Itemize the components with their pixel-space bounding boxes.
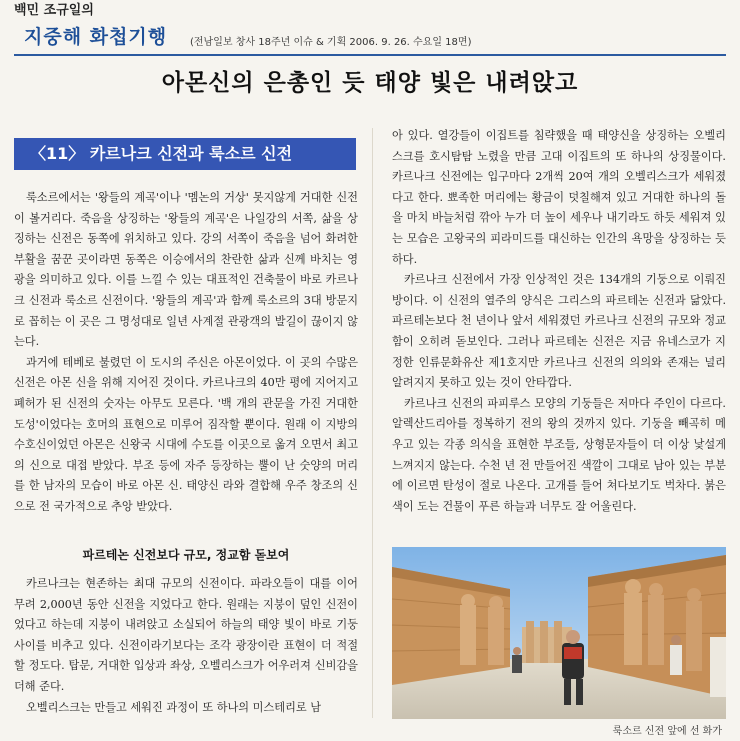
subheading: 파르테논 신전보다 규모, 정교함 돋보여: [82, 548, 290, 562]
publication-info: (전남일보 창사 18주년 이슈 & 기획 2006. 9. 26. 수요일 18면): [190, 37, 472, 48]
author-line: 백민 조규일의: [14, 3, 94, 18]
paragraph-continued: 아 있다. 열강들이 이집트를 침략했을 때 태양신을 상징하는 오벨리스크를 호시탐탐 노렸을 만큼 고대 이집트의 또 하나의 상징물이다. 카르나크 신전에는 입구마다 2개씩 20여 개의 오벨리스크가 세워졌다고 한다. 뾰족한 머리에는 황금이 덧칠해져 있고 거대한 하나의 돌을 마치 바늘처럼 깎아 누가 더 높이 세우나 내기라도 하듯 세워져 있는 모습은 고왕국의 피라미드를 대신하는 인간의 욕망을 상징하는 듯하다.: [392, 129, 726, 266]
temple-photo-illustration: [392, 547, 726, 719]
left-column-continued: [14, 574, 358, 718]
right-column: [392, 126, 726, 517]
header-rule: [14, 54, 726, 56]
left-column: [14, 188, 358, 518]
paragraph: 룩소르에서는 '왕들의 계곡'이나 '멤논의 거상' 못지않게 거대한 신전이 볼거리다. 죽음을 상징하는 '왕들의 계곡'은 나일강의 서쪽, 삶을 상징하는 신전은 동쪽에 위치하고 있다. 강의 서쪽이 죽음을 넘어 화려한 부활을 꿈꾼 곳이라면 동쪽은 이승에서의 찬란한 삶과 신께 바치는 영광을 의미하고 있다. 이를 느낄 수 있는 대표적인 건축물이 바로 카르나크 신전과 룩소르 신전이다. '왕들의 계곡'과 함께 룩소르의 3대 방문지로 꼽히는 이 곳은 그 명성대로 일년 사계절 관광객의 발길이 끊이지 않는다.: [14, 191, 358, 349]
series-title: 지중해 화첩기행: [24, 26, 168, 48]
temple-photo: [392, 547, 726, 719]
paragraph: 오벨리스크는 만들고 세워진 과정이 또 하나의 미스테리로 남: [26, 700, 322, 714]
paragraph: 카르나크 신전에서 가장 인상적인 것은 134개의 기둥으로 이뤄진 방이다. 이 신전의 열주의 양식은 그리스의 파르테논 신전과 닮았다. 파르테논보다 천 년이나 앞서 세워졌던 카르나크 신전의 규모와 정교함이 오히려 돋보인다. 그러나 파르테논 신전은 지금 유네스코가 지정한 인류문화유산 제1호지만 카르나크 신전의 의의와 존재는 널리 알려지지 못하고 있는 것이 안타깝다.: [392, 273, 726, 390]
paragraph: 카르나크 신전의 파피루스 모양의 기둥들은 저마다 주인이 다르다. 알렉산드리아를 정복하기 전의 왕의 것까지 있다. 기둥을 빼곡히 메우고 있는 각종 의식을 표현한 부조들, 상형문자들이 더 이상 낯설게 느껴지지 않는다. 수천 년 전 만들어진 색깔이 그대로 남아 있는 부분에 이르면 탄성이 절로 나온다. 고개를 들어 쳐다보기도 벅차다. 붉은 색이 도는 건물이 푸른 하늘과 너무도 잘 어울린다.: [392, 396, 726, 513]
series-block: [14, 2, 94, 20]
paragraph: 과거에 테베로 불렸던 이 도시의 주신은 아몬이었다. 이 곳의 수많은 신전은 아몬 신을 위해 지어진 것이다. 카르나크의 40만 평에 지어지고 폐허가 된 신전의 숫자는 아무도 모른다. '백 개의 관문을 가진 거대한 도성'이었다는 호머의 표현으로 미루어 짐작할 뿐이다. 원래 이 지방의 수호신이었던 아몬은 신왕국 시대에 수도를 이곳으로 옮겨 오면서 최고의 신으로 대접 받았다. 부조 등에 자주 등장하는 뿔이 난 숫양의 머리를 한 남자의 모습이 바로 아몬 신. 태양신 라와 결합해 우주 창조의 신으로 전 국가적으로 추앙 받았다.: [14, 355, 358, 513]
column-divider: [372, 128, 373, 718]
headline: 아몬신의 은총인 듯 태양 빛은 내려앉고: [161, 70, 579, 96]
photo-caption: 룩소르 신전 앞에 선 화가: [612, 726, 722, 737]
paragraph: 카르나크는 현존하는 최대 규모의 신전이다. 파라오들이 대를 이어 무려 2,000년 동안 신전을 지었다고 한다. 원래는 지붕이 덮인 신전이었다고 하는데 지붕이 내려앉고 소실되어 하늘의 태양 빛이 바로 기둥 사이를 비추고 있다. 신전이라기보다는 조각 광장이란 표현이 더 적절할 정도다. 탑문, 거대한 입상과 좌상, 오벨리스크가 어우러져 신비감을 더해 준다.: [14, 577, 358, 693]
section-title-bar: 〈11〉 카르나크 신전과 룩소르 신전: [14, 138, 356, 170]
